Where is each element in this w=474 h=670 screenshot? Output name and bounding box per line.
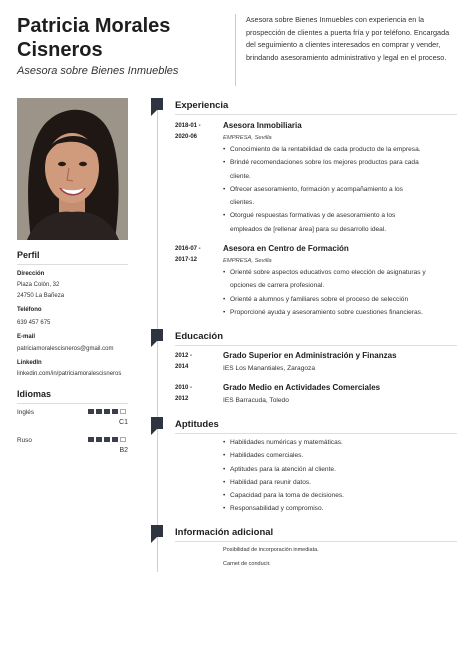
languages-divider (17, 403, 128, 404)
edu-date-start: 2010 - (175, 385, 193, 391)
experience-divider (175, 114, 457, 115)
list-item: • Capacidad para la toma de decisiones. (223, 489, 459, 502)
level-dot-empty (120, 409, 126, 414)
list-item: opciones de carrera profesional. (230, 282, 325, 290)
edu-school: IES Los Manantiales, Zaragoza (223, 365, 315, 372)
education-divider (175, 345, 457, 346)
candidate-role: Asesora sobre Bienes Inmuebles (17, 65, 179, 77)
list-item: cliente. (230, 172, 251, 180)
level-dot (112, 437, 118, 442)
list-item: • Proporcioné ayuda y asesoramiento sobre cuestiones financieras. (223, 306, 459, 319)
level-dot (88, 437, 94, 442)
list-item: • Orienté sobre aspectos educativos como elección de asignaturas y (223, 266, 459, 279)
additional-item: Posibilidad de incorporación inmediata. (223, 547, 319, 553)
summary-text: Asesora sobre Bienes Inmuebles con experiencia en la prospección de clientes a puerta fría y por teléfono. Encargada del seguimiento a clientes interesados en comprar y vender, brindando asesoramiento administrativo y legal en el proceso. (235, 14, 457, 64)
list-item: • Orienté a alumnos y familiares sobre el proceso de selección (223, 293, 459, 306)
section-marker-icon (151, 329, 163, 341)
job-date-end: 2017-12 (175, 257, 198, 263)
job-date-start: 2018-01 - (175, 123, 201, 129)
address-label: Dirección (17, 271, 45, 277)
level-dot-empty (120, 437, 126, 442)
level-dot (96, 409, 102, 414)
additional-divider (175, 541, 457, 542)
experience-heading: Experiencia (175, 100, 229, 111)
language-level-bar (88, 437, 126, 442)
edu-date-end: 2012 (175, 396, 189, 402)
address-line1: Plaza Colón, 32 (17, 282, 60, 288)
email-label: E-mail (17, 334, 36, 340)
job-bullets (223, 266, 459, 319)
list-item: clientes. (230, 199, 255, 207)
linkedin-value[interactable]: linkedin.com/in/patriciamoralescisneros (17, 371, 122, 377)
skills-divider (175, 433, 457, 434)
profile-heading: Perfil (17, 250, 40, 260)
languages-heading: Idiomas (17, 389, 52, 399)
profile-divider (17, 264, 128, 265)
phone-label: Teléfono (17, 307, 42, 313)
list-item: • Responsabilidad y compromiso. (223, 502, 459, 515)
section-marker-icon (151, 417, 163, 429)
level-dot (104, 437, 110, 442)
job-date-end: 2020-06 (175, 134, 198, 140)
list-item: • Conocimiento de la rentabilidad de cada producto de la empresa. (223, 143, 459, 156)
level-dot (88, 409, 94, 414)
job-title: Asesora Inmobiliaria (223, 121, 302, 130)
list-item: • Brindé recomendaciones sobre los mejores productos para cada (223, 156, 459, 169)
job-bullets (223, 143, 459, 236)
language-level: C1 (119, 419, 128, 426)
phone-value: 639 457 675 (17, 320, 51, 326)
email-value[interactable]: patriciamoralescisneros@gmail.com (17, 346, 114, 352)
education-heading: Educación (175, 331, 224, 342)
edu-date-start: 2012 - (175, 353, 193, 359)
edu-date-end: 2014 (175, 364, 189, 370)
list-item: • Habilidad para reunir datos. (223, 476, 459, 489)
skills-list (223, 436, 459, 516)
language-name: Inglés (17, 409, 35, 416)
section-marker-icon (151, 98, 163, 110)
job-employer: EMPRESA, Sevilla (223, 258, 272, 264)
linkedin-label: LinkedIn (17, 360, 42, 366)
skills-heading: Aptitudes (175, 419, 219, 430)
profile-photo (17, 98, 128, 240)
level-dot (104, 409, 110, 414)
level-dot (112, 409, 118, 414)
job-employer: EMPRESA, Sevilla (223, 135, 272, 141)
list-item: • Ofrecer asesoramiento, formación y acompañamiento a los (223, 183, 459, 196)
candidate-name: Patricia Morales Cisneros (17, 15, 171, 61)
language-level: B2 (119, 447, 128, 454)
language-name: Ruso (17, 437, 32, 444)
list-item: • Habilidades comerciales. (223, 449, 459, 462)
additional-item: Carnet de conducir. (223, 561, 271, 567)
address-line2: 24750 La Bañeza (17, 293, 65, 299)
job-date-start: 2016-07 - (175, 246, 201, 252)
language-level-bar (88, 409, 126, 414)
edu-degree: Grado Medio en Actividades Comerciales (223, 383, 381, 392)
list-item: • Habilidades numéricas y matemáticas. (223, 436, 459, 449)
edu-school: IES Barracuda, Toledo (223, 397, 289, 404)
level-dot (96, 437, 102, 442)
list-item: empleados de [rellenar área] para su desarrollo ideal. (230, 225, 387, 233)
edu-degree: Grado Superior en Administración y Finanzas (223, 351, 397, 360)
job-title: Asesora en Centro de Formación (223, 244, 349, 253)
list-item: • Aptitudes para la atención al cliente. (223, 463, 459, 476)
additional-heading: Información adicional (175, 527, 274, 538)
list-item: • Otorgué respuestas formativas y de asesoramiento a los (223, 209, 459, 222)
section-marker-icon (151, 525, 163, 537)
